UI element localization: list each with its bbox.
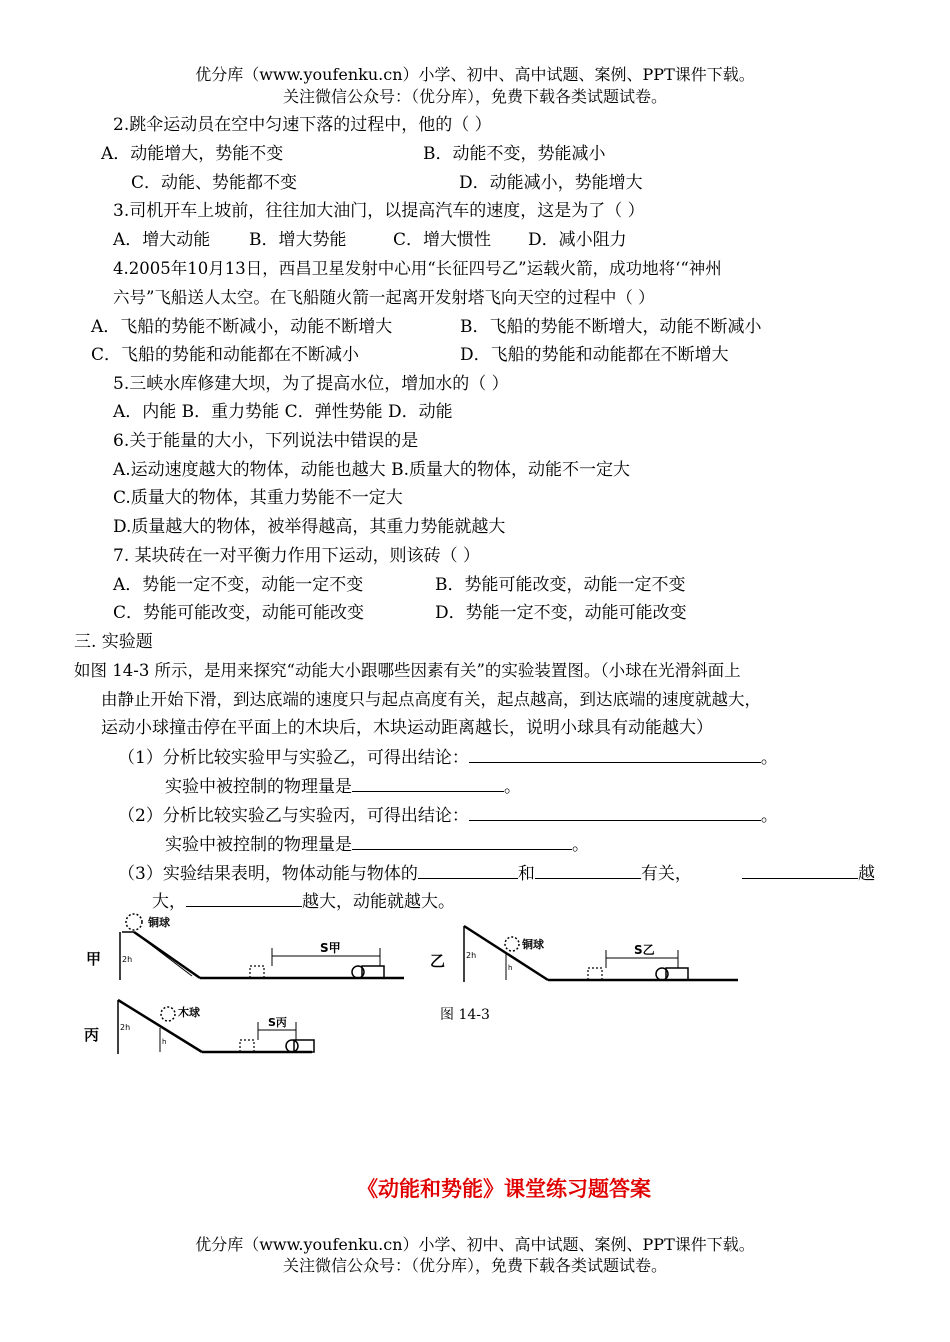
part-2-prompt: （2）分析比较实验乙与实验丙，可得出结论： [118,806,469,826]
q3-option-c: C．增大惯性 [393,230,492,250]
footer-line-2: 关注微信公众号：（优分库），免费下载各类试题试卷。 [282,1256,667,1275]
figure-yi [428,920,748,1000]
part-2-control-blank[interactable] [352,833,572,850]
q2-option-c: C．动能、势能都不变 [131,173,298,193]
part-2-line [118,804,778,827]
answers-title: 《动能和势能》课堂练习题答案 [357,1176,651,1201]
figure-yi-distance: S乙 [634,943,655,957]
figure-yi-ball-label: 铜球 [522,938,544,951]
part-2-control-line [165,833,589,856]
q4-option-a: A．飞船的势能不断减小，动能不断增大 [91,317,393,337]
q4-stem-1: 4.2005年10月13日，西昌卫星发射中心用“长征四号乙”运载火箭，成功地将‘“神州 [113,259,722,278]
figure-bing [80,996,390,1066]
part-1-line [118,746,778,769]
figure-bing-block-start [240,1040,254,1052]
figure-jia-block-start [250,966,264,978]
figure-yi-small-height: h [508,964,513,972]
q3-option-d: D．减小阻力 [528,230,627,250]
q7-option-a: A．势能一定不变，动能一定不变 [113,575,364,595]
figure-yi-block [666,968,688,980]
q4-option-b: B．飞船的势能不断增大，动能不断减小 [460,317,762,337]
figure-bing-ball-start [161,1007,175,1021]
part-2-control-period: 。 [572,835,589,855]
part-1-control-period: 。 [504,777,521,797]
part-3-prompt: （3）实验结果表明，物体动能与物体的 [118,864,418,884]
figure-jia-block [362,966,384,978]
q3-option-b: B．增大势能 [249,230,347,250]
part-2-blank[interactable] [469,804,761,821]
q7-stem: 7. 某块砖在一对平衡力作用下运动，则该砖（ ） [113,546,481,566]
footer-line-1: 优分库（www.youfenku.cn）小学、初中、高中试题、案例、PPT课件下载。 [195,1235,755,1254]
figure-jia-distance: S甲 [320,941,341,955]
q3-stem: 3.司机开车上坡前，往往加大油门，以提高汽车的速度，这是为了（ ） [113,201,645,221]
q3-option-a: A．增大动能 [113,230,211,250]
q5-options: A．内能 B．重力势能 C．弹性势能 D．动能 [113,402,453,422]
figure-yi-ball-start [505,937,519,951]
figure-jia-ball-label: 铜球 [148,916,170,929]
figure-yi-label: 乙 [430,952,446,970]
q4-stem-2: 六号”飞船送人太空。在飞船随火箭一起离开发射塔飞向天空的过程中（ ） [113,288,655,307]
part-2-period: 。 [760,806,778,826]
figure-jia-label: 甲 [86,950,102,968]
figure-caption: 图 14-3 [440,1007,490,1023]
figure-bing-ball-label: 木球 [178,1006,200,1019]
experiment-intro-2: 由静止开始下滑，到达底端的速度只与起点高度有关，起点越高，到达底端的速度就越大， [101,690,761,709]
figure-bing-small-height: h [162,1038,167,1046]
q2-option-d: D．动能减小，势能增大 [459,173,643,193]
q7-option-c: C．势能可能改变，动能可能改变 [113,603,365,623]
part-1-control-blank[interactable] [352,775,504,792]
part-1-blank[interactable] [469,746,761,763]
header-line-2: 关注微信公众号：（优分库），免费下载各类试题试卷。 [282,87,667,106]
part-2-control-prompt: 实验中被控制的物理量是 [165,835,352,855]
part-3-end: 越大，动能就越大。 [302,892,455,912]
part-1-period: 。 [760,748,778,768]
q7-option-b: B．势能可能改变，动能一定不变 [435,575,686,595]
experiment-heading: 三. 实验题 [74,632,153,652]
part-3-related: 有关， [640,864,692,884]
part-3-blank-3[interactable] [742,862,858,879]
q6-option-c: C.质量大的物体，其重力势能不一定大 [113,488,403,508]
figure-yi-height: 2h [466,951,477,960]
part-3-line [118,862,692,885]
figure-jia [82,910,412,990]
q6-option-d: D.质量越大的物体，被举得越高，其重力势能就越大 [113,517,506,537]
part-3-blank-4[interactable] [186,890,302,907]
part-1-control-line [165,775,521,798]
figure-jia-height: 2h [122,955,133,964]
q2-option-b: B．动能不变，势能减小 [423,144,606,164]
q6-stem: 6.关于能量的大小，下列说法中错误的是 [113,431,419,451]
part-3-and: 和 [517,864,535,884]
header-line-1: 优分库（www.youfenku.cn）小学、初中、高中试题、案例、PPT课件下载。 [195,65,755,84]
figure-bing-ball [286,1040,298,1052]
part-3-line-end [742,862,875,885]
part-3-blank-2[interactable] [535,862,641,879]
q4-option-c: C．飞船的势能和动能都在不断减小 [91,345,360,365]
part-3-yue: 越 [858,864,875,884]
figure-yi-block-start [588,968,602,980]
experiment-intro-1: 如图 14-3 所示，是用来探究“动能大小跟哪些因素有关”的实验装置图。（小球在光滑斜面上 [74,661,741,680]
q2-stem: 2.跳伞运动员在空中匀速下落的过程中，他的（ ） [113,115,492,135]
q5-stem: 5.三峡水库修建大坝，为了提高水位，增加水的（ ） [113,374,509,394]
figure-bing-height: 2h [120,1023,131,1032]
part-3-blank-1[interactable] [418,862,518,879]
experiment-intro-3: 运动小球撞击停在平面上的木块后，木块运动距离越长，说明小球具有动能越大） [101,718,713,738]
part-1-prompt: （1）分析比较实验甲与实验乙，可得出结论： [118,748,469,768]
figure-jia-ball-start [126,914,142,930]
q2-option-a: A．动能增大，势能不变 [101,144,284,164]
part-1-control-prompt: 实验中被控制的物理量是 [165,777,352,797]
q7-option-d: D．势能一定不变，动能可能改变 [435,603,687,623]
figure-bing-label: 丙 [84,1026,100,1044]
q6-option-ab: A.运动速度越大的物体，动能也越大 B.质量大的物体，动能不一定大 [113,460,630,480]
q4-option-d: D．飞船的势能和动能都在不断增大 [460,345,729,365]
part-3-da: 大， [152,892,186,912]
figure-bing-distance: S丙 [268,1016,287,1029]
